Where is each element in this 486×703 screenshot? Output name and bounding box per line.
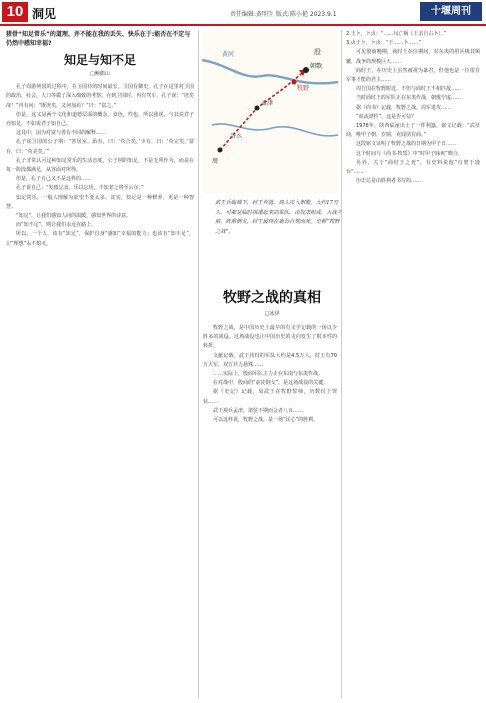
map-label: 孟津 — [261, 100, 274, 107]
paragraph: 2.王卜，卜贞：“……旬亡祸（王亲自占卜）。” — [346, 31, 446, 37]
paragraph: 这段铭文证明了牧野之战的日期为甲子日…… — [356, 141, 457, 148]
paragraph: 商纣王，在历史上虽然被视为暴君，但他也是一位很有军事才能的君主…… — [346, 67, 480, 84]
column-divider — [341, 30, 342, 698]
map-label: 洛水 — [230, 133, 243, 140]
paragraph: 牧野之战，是中国历史上最早的有文字记载的一场以少胜多的战役。这场战役也让中国历史的走向发生了根本性的转折。 — [203, 325, 337, 350]
paragraph: 可见殷商晚期，商纣王在位期间，对东夷的用兵极其频繁，战争的规模巨大…… — [346, 49, 480, 65]
page-header — [0, 0, 486, 24]
paragraph: 而“知不足”，则让我们永远在路上。 — [16, 222, 97, 229]
paragraph: ……实际上，殷商军队主力正在东南与东夷作战。 — [213, 371, 324, 378]
chaoge-marker — [303, 67, 309, 73]
paragraph: 这个时间与《尚书·牧誓》中“时甲子昧爽”吻合。 — [356, 150, 463, 157]
paragraph: 这其中，因为对富与善有不同的解释…… — [16, 130, 107, 137]
article-kicker: 猪骨“知足常乐”的道理，并不能在我的丢失、快乐在于:能否在不定与仍然中感知幸福? — [6, 31, 191, 47]
paragraph: 据《尚书》记载，牧野之战，周军进攻…… — [356, 104, 452, 111]
article-title: 牧野之战的真相 — [223, 290, 321, 306]
paragraph: 武王观兵孟津，诸侯不期而会者八百…… — [213, 407, 304, 414]
paragraph: 孔子说自己：“发愤忘食，乐以忘忧，不知老之将至云尔。” — [16, 185, 144, 192]
paragraph: 但是，这又是两个文化和道德层面的概念。食色，性也，所以我说，与其说君子亦知足，不如说君子知自己。 — [6, 111, 194, 128]
paragraph: 3.贞王卜，卜贞：“王……卜……” — [346, 40, 421, 47]
paragraph: 据《史记》记载，周武王在牧野誓师，历数纣王罪状…… — [203, 389, 337, 405]
paragraph: 孔子非常认可这种知足常乐的生活态度，公子荆的知足，不是无所作为，而是在每一阶段都满足，从容面对所得。 — [6, 157, 194, 174]
article-byline: □鲍鹤山 — [90, 71, 110, 77]
column-divider — [198, 30, 199, 698]
paragraph: 在对战中，殷商的“前徒倒戈”，是这场战役的关键。 — [213, 380, 329, 387]
map-label: 黄河 — [222, 51, 235, 58]
publication-brand: 十堰周刊 — [420, 2, 482, 21]
mengjin-marker — [255, 106, 260, 111]
header-rule — [0, 24, 486, 26]
article-title: 知足与知不足 — [63, 53, 136, 67]
map-illustration — [202, 30, 338, 193]
map-caption: 武王兵临城下，纣王弃逃，周人攻入朝歌。大约17万人，可都是临时拼凑起来的军队，由奴隶组成，大战当前，阵前倒戈，纣王最终在鹿台自焚而死。史称“牧野之战”。 — [215, 200, 343, 235]
map-label: 牧野 — [297, 85, 310, 92]
article-muye — [203, 324, 337, 698]
paragraph: “知足”，让我们感知人间的温暖，感知世界的诗意。 — [16, 213, 132, 220]
paragraph: 知足常乐，一般人理解为欲望不要太多。其实，知足是一种修养，更是一种智慧。 — [6, 194, 194, 210]
zhou-marker — [218, 148, 223, 153]
article-byline: □冰伊 — [264, 311, 280, 317]
paragraph: 当时商纣王的军队正在东夷作战，朝歌空虚…… — [356, 95, 462, 102]
paragraph: 所以，一个人，该有“知足”，保护自身“感知”幸福的能力；也该有“知不足”，让“理想”永不熄灭。 — [6, 231, 194, 247]
paragraph: 另外，关于“商纣王之死”，有史料说他“自焚于鹿台”…… — [346, 159, 480, 176]
map-label: 朝歌 — [310, 63, 323, 70]
paragraph: 可以这样说，牧野之战，是一场“民心”的胜利。 — [213, 417, 319, 424]
page-number: 10 — [2, 2, 28, 22]
map-label: 殷 — [314, 48, 321, 56]
paragraph: 1976年，陕西临潼出土了一件利簋，铭文记载：“武征商，唯甲子朝，岁鼎，克闻夙有商。” — [346, 123, 480, 139]
paragraph: 但是，孔子自己又不是这样的…… — [16, 176, 92, 183]
section-name: 洞见 — [32, 7, 57, 21]
muye-marker — [292, 80, 297, 85]
paragraph: 孔子说卫国的公子荆：“善居室。始有，曰：‘苟合矣。’少有，曰：‘苟完矣。’富有，曰：‘苟美矣。’” — [6, 139, 194, 155]
battle-map — [202, 30, 338, 193]
paragraph: 周方国在牧野附近，不但与商纣王不相匹敌…… — [356, 86, 462, 93]
paragraph: 文献记载，武王伐纣的军队大约是4.5万人，纣王有70万大军，双方兵力悬殊…… — [203, 352, 337, 368]
article-muye-continued — [346, 30, 480, 698]
paragraph: 历史总是由胜利者书写的…… — [356, 178, 422, 185]
paragraph: “血流漂杵”，这是否可信？ — [356, 113, 417, 120]
article-zhizu — [6, 30, 194, 698]
paragraph: 孔子周游列国的过程中，在卫国待的时间最长。卫国有御史，孔子在这里对卫国的政治、社会、人口等做了深入细致的考察。在到卫国时，冉有驾车，孔子说：“庶矣哉！”冉有问：“既庶矣，又何加焉？”曰：“富之。” — [6, 84, 194, 109]
map-label: 周 — [212, 158, 219, 165]
editor-meta: 责任编辑:黄明生 版式:陈小艳 2023.9.1 — [230, 11, 337, 18]
